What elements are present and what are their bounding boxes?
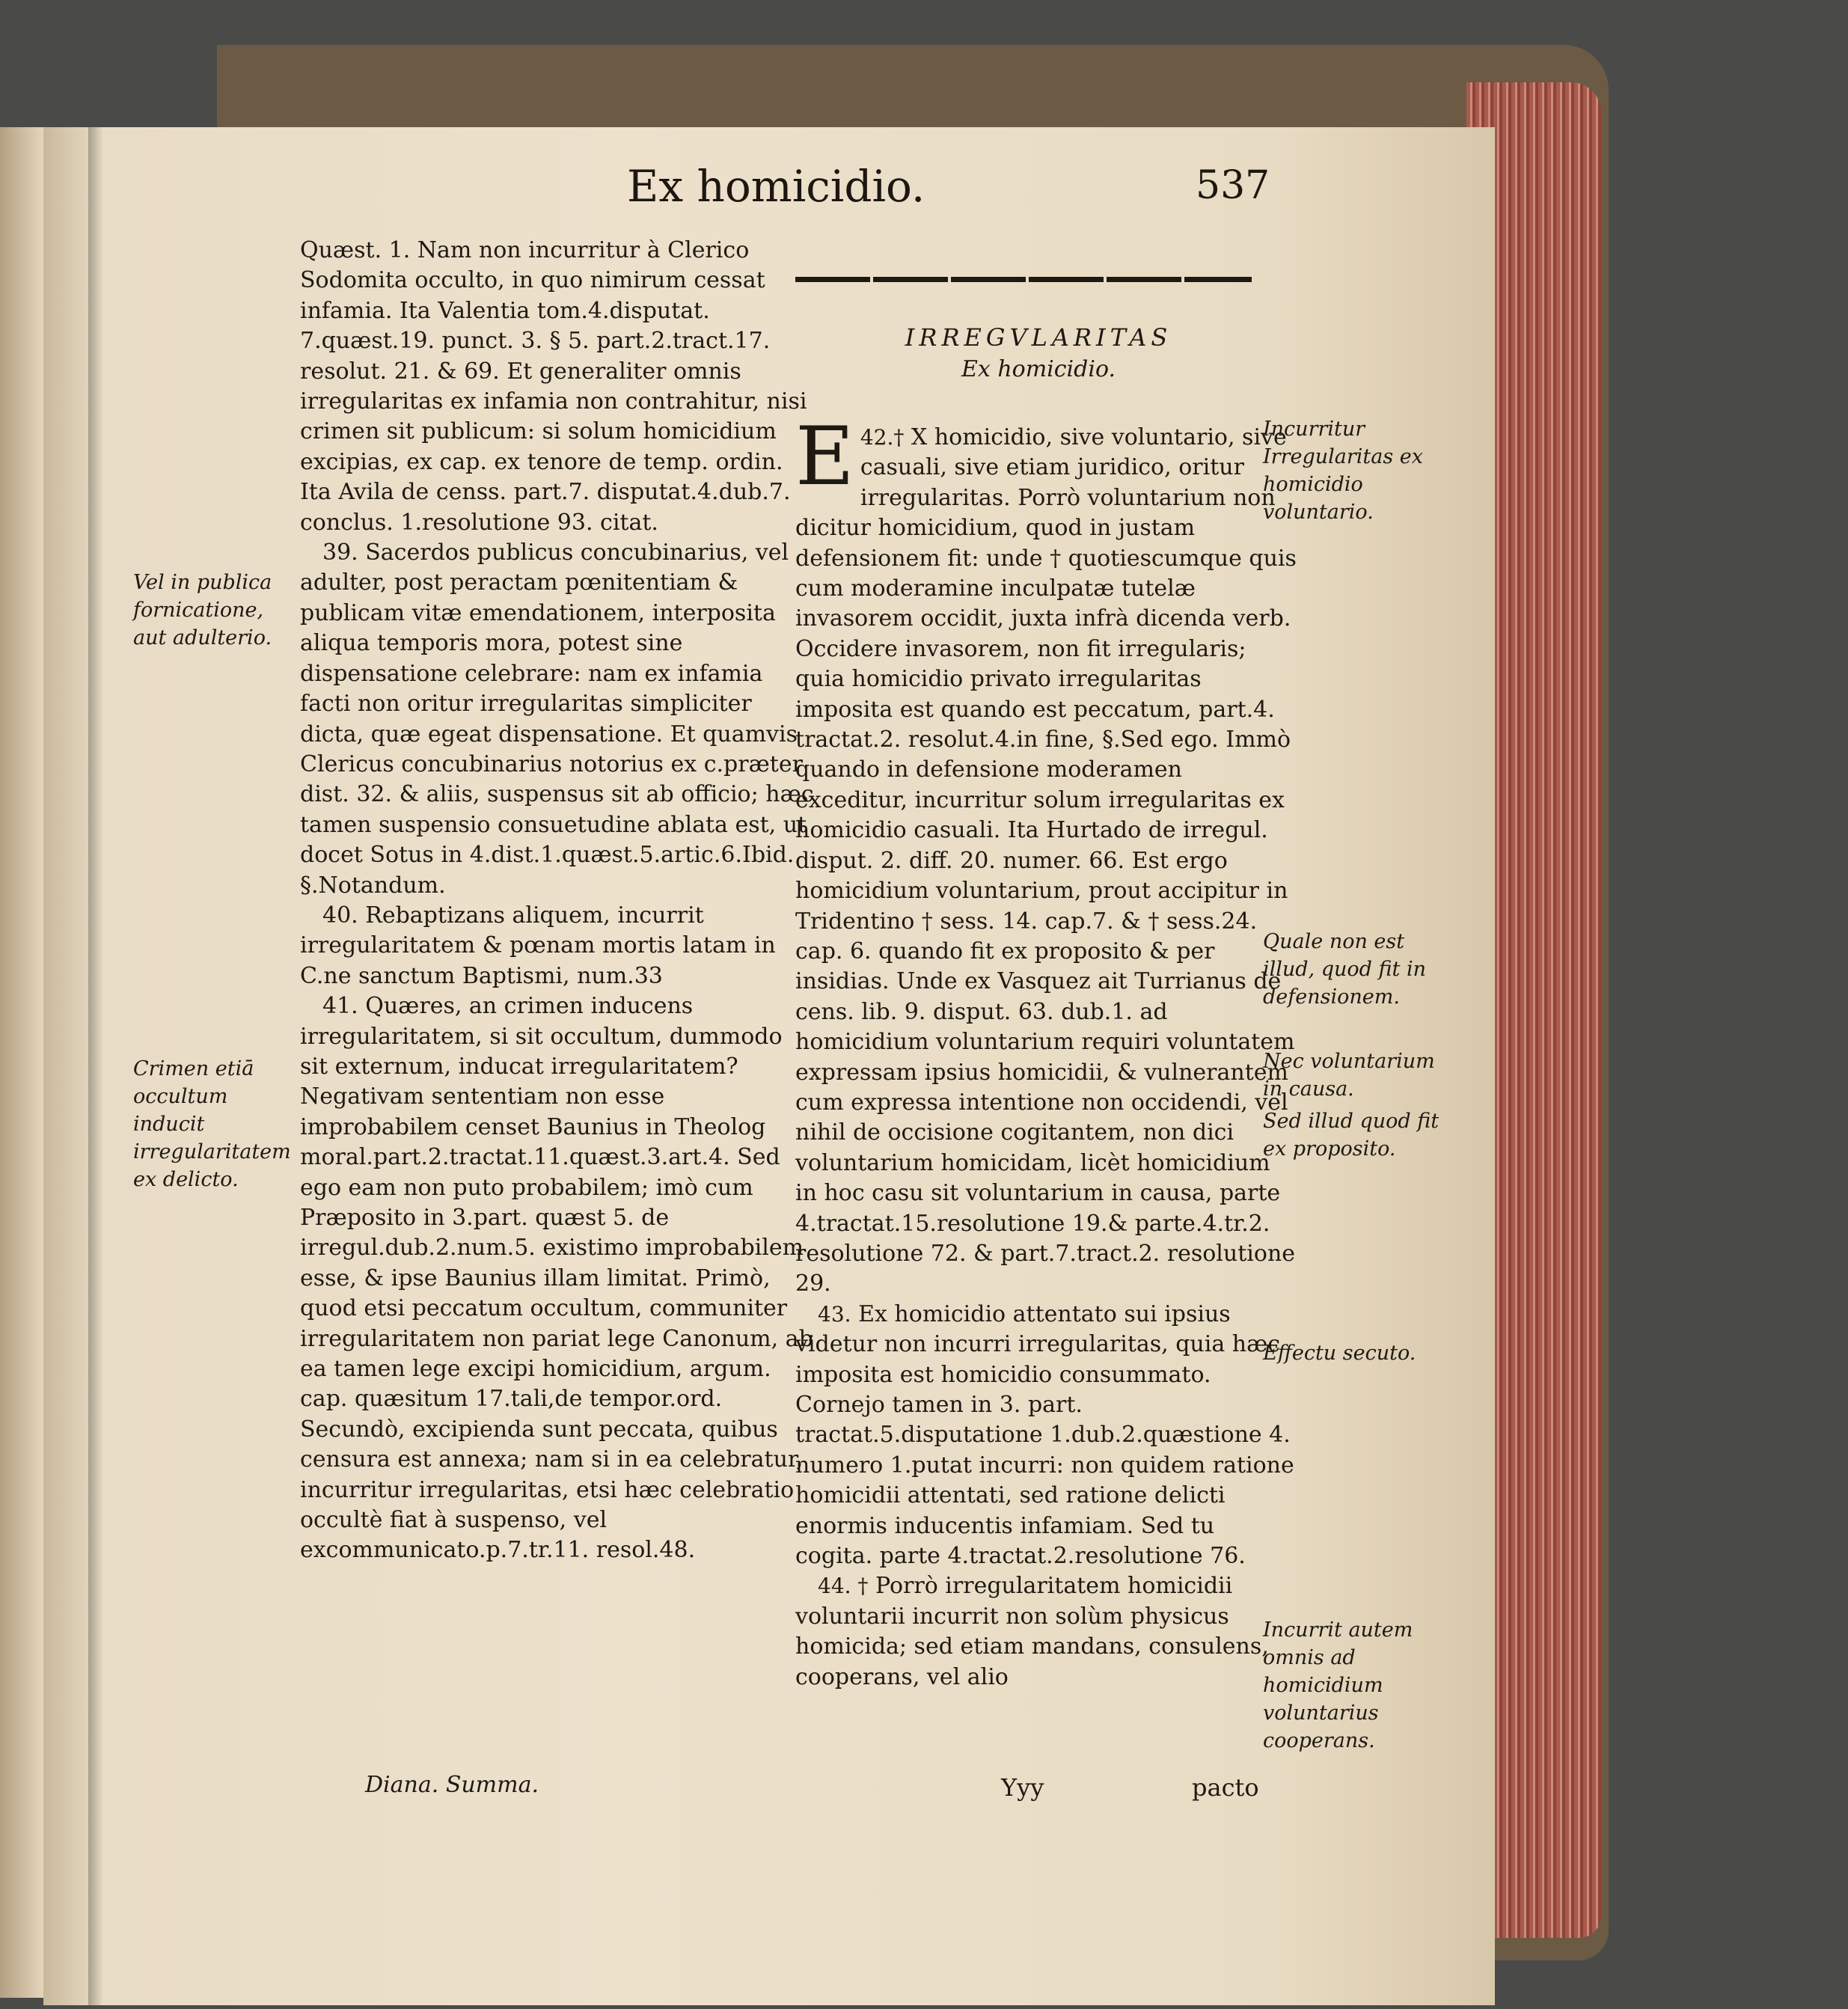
page-number: 537 bbox=[1196, 163, 1270, 208]
margin-note-right: Nec voluntarium in causa. bbox=[1263, 1050, 1435, 1101]
right-column bbox=[795, 410, 1297, 1692]
drop-cap: E bbox=[795, 410, 854, 504]
paragraph-quaest: Quæst. 1. Nam non incurritur à Clerico Sodomita occulto, in quo nimirum cessat infamia. Ita Valentia tom.4.disputat. 7.quæst.19. punct. 3. § 5. part.2.tract.17. resolut. 21. & 69. Et generaliter omnis irregularitas ex infamia non contrahitur, nisi crimen sit publicum: si solum homicidium excipias, ex cap. ex tenore de temp. ordin. Ita Avila de censs. part.7. disputat.4.dub.7. conclus. 1.resolutione 93. citat. bbox=[300, 237, 807, 536]
gutter-shadow bbox=[88, 127, 103, 2005]
margin-note-right: Quale non est illud, quod fit in defensionem. bbox=[1263, 930, 1427, 1009]
paragraph-42 bbox=[795, 410, 1297, 1300]
margin-note-left: Crimen etiā occultum inducit irregularitatem ex delicto. bbox=[133, 1057, 291, 1191]
signature-mark: Yyy bbox=[1001, 1773, 1044, 1802]
margin-note-left: Vel in publica fornicatione, aut adulterio. bbox=[133, 571, 272, 649]
paragraph-40: 40. Rebaptizans aliquem, incurrit irregularitatem & pœnam mortis latam in C.ne sanctum Baptismi, num.33 bbox=[300, 902, 776, 989]
section-heading bbox=[829, 323, 1248, 382]
page bbox=[43, 127, 1495, 2005]
paragraph-41: 41. Quæres, an crimen inducens irregularitatem, si sit occultum, dummodo sit externum, inducat irregularitatem? Negativam sententiam non esse improbabilem censet Baunius in Theolog moral.part.2.tractat.11.quæst.3.art.4. Sed ego eam non puto probabilem; imò cum Præposito in 3.part. quæst 5. de irregul.dub.2.num.5. existimo improbabilem esse, & ipse Baunius illam limitat. Primò, quod etsi peccatum occultum, communiter irregularitatem non pariat lege Canonum, ab ea tamen lege excipi homicidium, argum. cap. quæsitum 17.tali,de tempor.ord. Secundò, excipienda sunt peccata, quibus censura est annexa; nam si in ea celebratur, incurritur irregularitas, etsi hæc celebratio occultè fiat à suspenso, vel excommunicato.p.7.tr.11. resol.48. bbox=[300, 993, 813, 1564]
paragraph-text: Porrò irregularitatem homicidii voluntarii incurrit non solùm physicus homicida; sed etiam mandans, consulens, cooperans, vel alio bbox=[795, 1573, 1269, 1690]
paragraph-number: 43. bbox=[818, 1301, 851, 1327]
heading-main: IRREGVLARITAS bbox=[905, 323, 1172, 352]
paragraph-43 bbox=[795, 1300, 1297, 1572]
heading-sub: Ex homicidio. bbox=[961, 356, 1116, 382]
section-rule bbox=[795, 277, 1252, 282]
paragraph-number: 44. † bbox=[818, 1574, 869, 1599]
catchword: pacto bbox=[1192, 1773, 1259, 1802]
margin-note-right: Sed illud quod fit ex proposito. bbox=[1263, 1110, 1439, 1161]
paragraph-number: 42.† bbox=[860, 425, 905, 450]
left-column bbox=[300, 236, 816, 1566]
catchword-left: Diana. Summa. bbox=[365, 1772, 539, 1798]
running-title: Ex homicidio. bbox=[627, 161, 925, 212]
paragraph-39: 39. Sacerdos publicus concubinarius, vel adulter, post peractam pœnitentiam & publicam vitæ emendationem, interposita aliqua temporis mora, potest sine dispensatione celebrare: nam ex infamia facti non oritur irregularitas simpliciter dicta, quæ egeat dispensatione. Et quamvis Clericus concubinarius notorius ex c.præter dist. 32. & aliis, suspensus sit ab officio; hæc tamen suspensio consuetudine ablata est, ut docet Sotus in 4.dist.1.quæst.5.artic.6.Ibid. §.Notandum. bbox=[300, 539, 814, 899]
paragraph-44 bbox=[795, 1571, 1297, 1692]
paragraph-text: Ex homicidio attentato sui ipsius videtur non incurri irregularitas, quia hæc imposita est homicidio consummato. Cornejo tamen in 3. part. tractat.5.disputatione 1.dub.2.quæstione 4. numero 1.putat incurri: non quidem ratione homicidii attentati, sed ratione delicti enormis inducentis infamiam. Sed tu cogita. parte 4.tractat.2.resolutione 76. bbox=[795, 1300, 1294, 1570]
margin-note-right: Effectu secuto. bbox=[1263, 1342, 1416, 1365]
margin-note-right: Incurritur Irregularitas ex homicidio voluntario. bbox=[1263, 418, 1423, 524]
left-page-edge bbox=[0, 127, 45, 1998]
paragraph-text: X homicidio, sive voluntario, sive casuali, sive etiam juridico, oritur irregularitas. Porrò voluntarium non dicitur homicidium, quod in justam defensionem fit: unde † quotiescumque quis cum moderamine inculpatæ tutelæ invasorem occidit, juxta infrà dicenda verb. Occidere invasorem, non fit irregularis; quia homicidio privato irregularitas imposita est quando est peccatum, part.4. tractat.2. resolut.4.in fine, §.Sed ego. Immò quando in defensione moderamen exceditur, incurritur solum irregularitas ex homicidio casuali. Ita Hurtado de irregul. disput. 2. diff. 20. numer. 66. Est ergo homicidium voluntarium, prout accipitur in Tridentino † sess. 14. cap.7. & † sess.24. cap. 6. quando fit ex proposito & per insidias. Unde ex Vasquez ait Turrianus de cens. lib. 9. disput. 63. dub.1. ad homicidium voluntarium requiri voluntatem expressam ipsius homicidii, & vulnerantem cum expressa intentione non occidendi, vel nihil de occisione cogitantem, non dici voluntarium homicidam, licèt homicidium in hoc casu sit voluntarium in causa, parte 4.tractat.15.resolutione 19.& parte.4.tr.2. resolutione 72. & part.7.tract.2. resolutione 29. bbox=[795, 424, 1297, 1297]
margin-note-right: Incurrit autem omnis ad homicidium voluntarius cooperans. bbox=[1263, 1618, 1413, 1752]
